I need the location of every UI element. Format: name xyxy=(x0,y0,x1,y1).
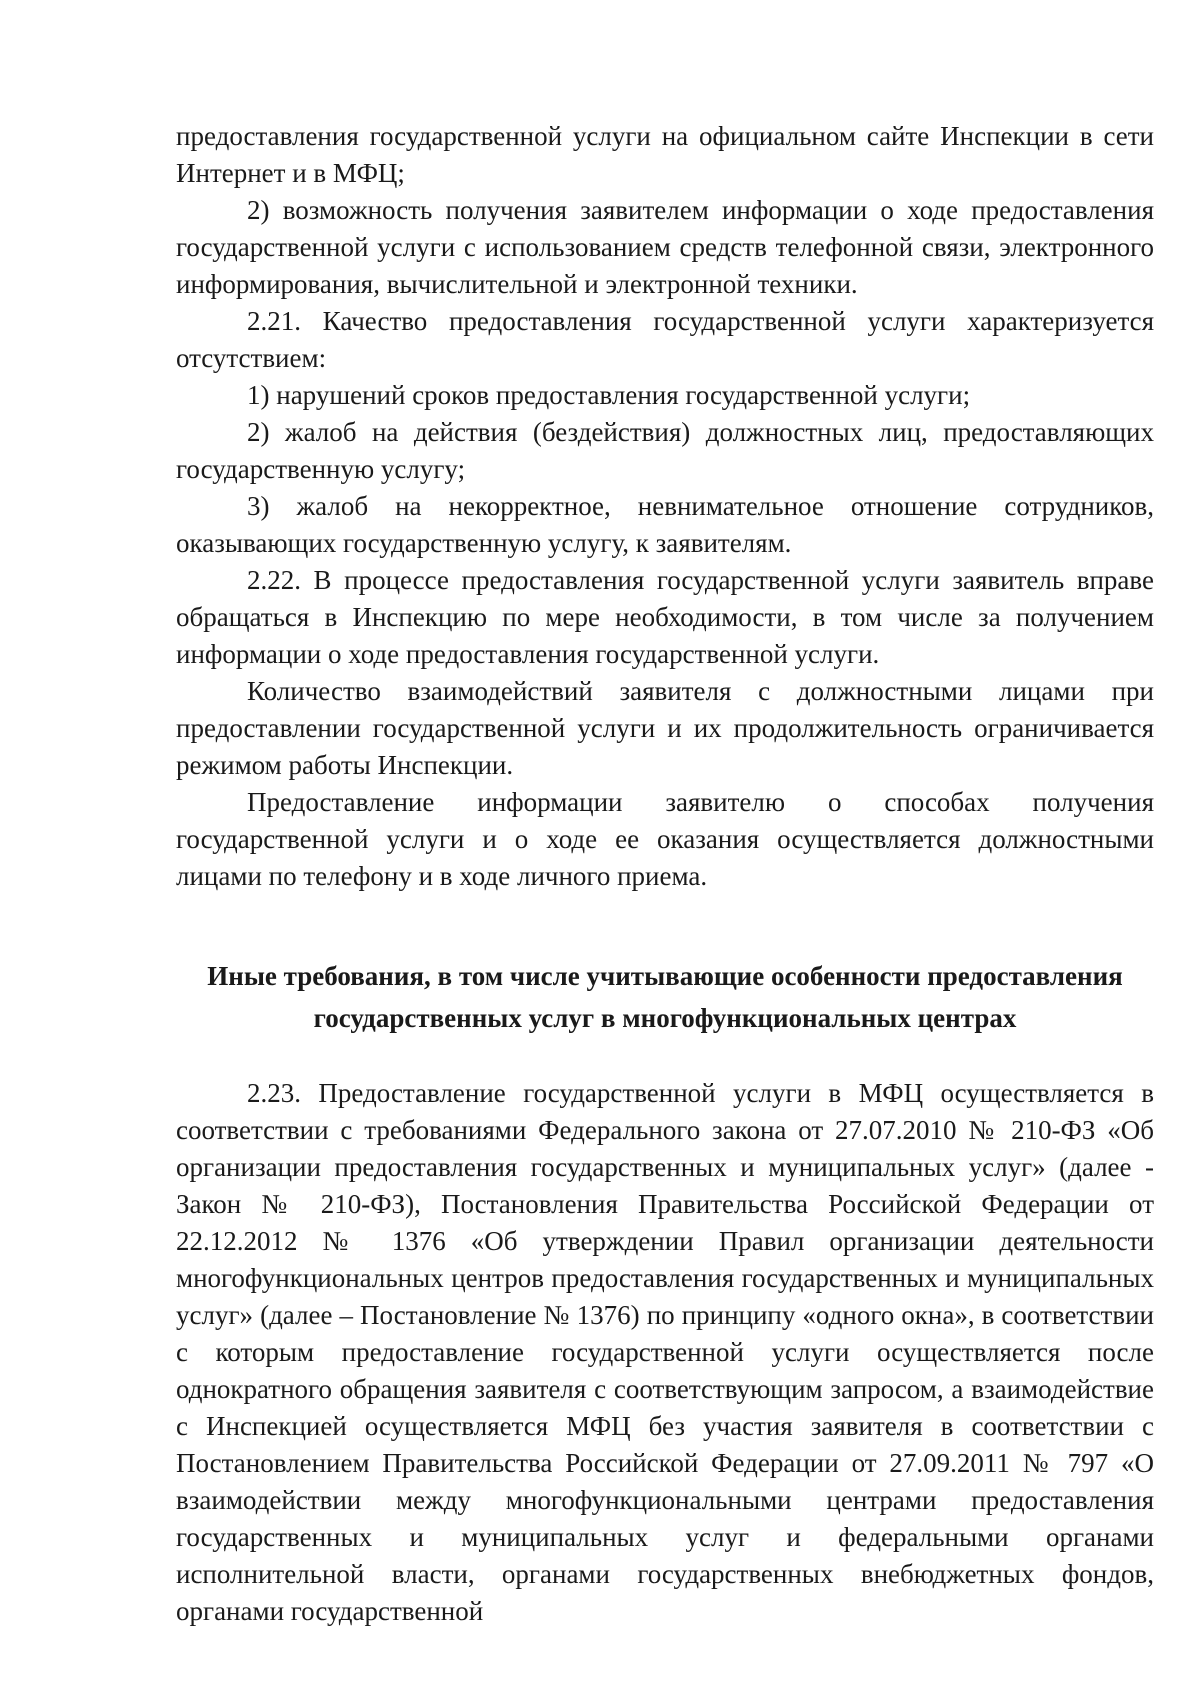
list-item-1: 1) нарушений сроков предоставления государственной услуги; xyxy=(247,380,971,410)
paragraph-item-2: 2) возможность получения заявителем информации о ходе предоставления государственной услуги с использованием средств телефонной связи, электронного информирования, вычислительной и электронной техники. xyxy=(176,195,1154,299)
paragraph-continuation: предоставления государственной услуги на официальном сайте Инспекции в сети Интернет и в МФЦ; xyxy=(176,121,1154,188)
paragraph-2-22: 2.22. В процессе предоставления государственной услуги заявитель вправе обращаться в Инспекцию по мере необходимости, в том числе за получением информации о ходе предоставления государственной услуги. xyxy=(176,565,1154,669)
section-heading xyxy=(176,955,1154,1039)
body-text-bottom xyxy=(176,1075,1154,1630)
list-item-3: 3) жалоб на некорректное, невнимательное отношение сотрудников, оказывающих государственную услугу, к заявителям. xyxy=(176,491,1154,558)
body-text-top xyxy=(176,118,1154,895)
paragraph-information: Предоставление информации заявителю о способах получения государственной услуги и о ходе ее оказания осуществляется должностными лицами по телефону и в ходе личного приема. xyxy=(176,787,1154,891)
paragraph-interaction-count: Количество взаимодействий заявителя с должностными лицами при предоставлении государственной услуги и их продолжительность ограничивается режимом работы Инспекции. xyxy=(176,676,1154,780)
paragraph-2-21: 2.21. Качество предоставления государственной услуги характеризуется отсутствием: xyxy=(176,306,1154,373)
section-heading-line-1: Иные требования, в том числе учитывающие особенности предоставления xyxy=(207,961,1123,991)
paragraph-2-23: 2.23. Предоставление государственной услуги в МФЦ осуществляется в соответствии с требованиями Федерального закона от 27.07.2010 № 210-ФЗ «Об организации предоставления государственных и муниципальных услуг» (далее - Закон № 210-ФЗ), Постановления Правительства Российской Федерации от 22.12.2012 № 1376 «Об утверждении Правил организации деятельности многофункциональных центров предоставления государственных и муниципальных услуг» (далее – Постановление № 1376) по принципу «одного окна», в соответствии с которым предоставление государственной услуги осуществляется после однократного обращения заявителя с соответствующим запросом, а взаимодействие с Инспекцией осуществляется МФЦ без участия заявителя в соответствии с Постановлением Правительства Российской Федерации от 27.09.2011 № 797 «О взаимодействии между многофункциональными центрами предоставления государственных и муниципальных услуг и федеральными органами исполнительной власти, органами государственных внебюджетных фондов, органами государственной xyxy=(176,1078,1154,1626)
section-heading-line-2: государственных услуг в многофункциональных центрах xyxy=(313,1003,1017,1033)
list-item-2: 2) жалоб на действия (бездействия) должностных лиц, предоставляющих государственную услугу; xyxy=(176,417,1154,484)
